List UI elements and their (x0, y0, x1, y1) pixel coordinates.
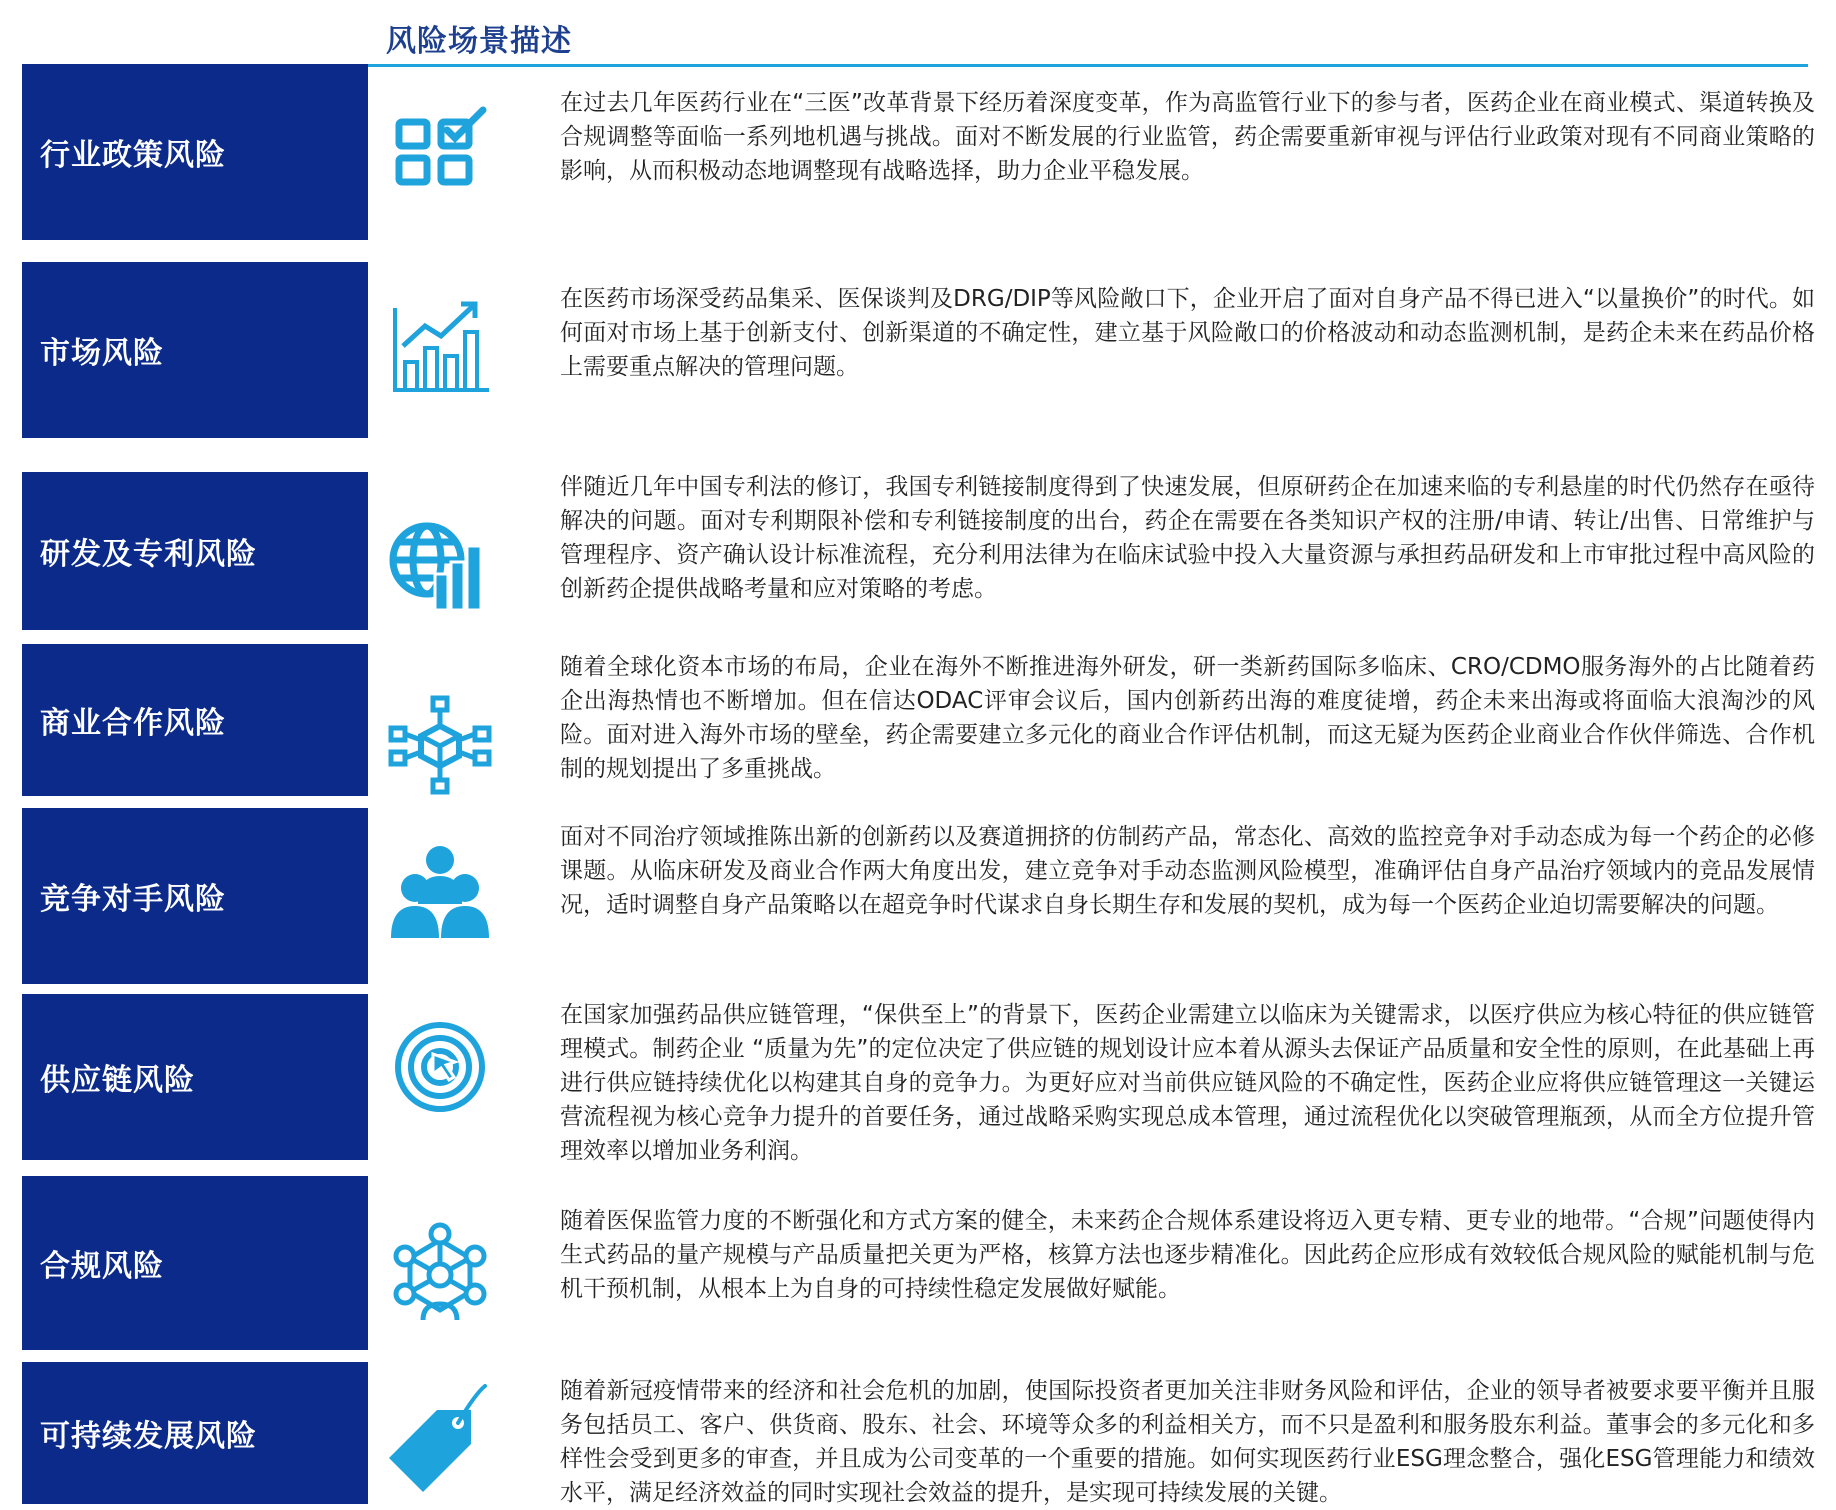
risk-description-rd-patent: 伴随近几年中国专利法的修订，我国专利链接制度得到了快速发展，但原研药企在加速来临的专利悬崖的时代仍然存在亟待解决的问题。面对专利期限补偿和专利链接制度的出台，药企在需要在各类知识产权的注册/申请、转让/出售、日常维护与管理程序、资产确认设计标准流程，充分利用法律为在临床试验中投入大量资源与承担药品研发和上市审批过程中高风险的创新药企提供战略考量和应对策略的考虑。 (560, 474, 1815, 602)
risk-description-sustainability: 随着新冠疫情带来的经济和社会危机的加剧，使国际投资者更加关注非财务风险和评估，企业的领导者被要求要平衡并且服务包括员工、客户、供货商、股东、社会、环境等众多的利益相关方，而不只是盈利和服务股东利益。董事会的多元化和多样性会受到更多的审查，并且成为公司变革的一个重要的措施。如何实现医药行业ESG理念整合，强化ESG管理能力和绩效水平，满足经济效益的同时实现社会效益的提升，是实现可持续发展的关键。 (560, 1378, 1815, 1506)
risk-label-supply-chain: 供应链风险 (22, 994, 368, 1160)
header-divider (368, 64, 1808, 67)
people-group-icon (385, 842, 495, 952)
risk-label-industry-policy: 行业政策风险 (22, 64, 368, 240)
risk-label-business-cooperation: 商业合作风险 (22, 644, 368, 796)
globe-chart-icon (385, 510, 495, 620)
bar-chart-trend-icon (385, 290, 495, 400)
risk-description-competitor: 面对不同治疗领域推陈出新的创新药以及赛道拥挤的仿制药产品，常态化、高效的监控竞争对手动态成为每一个药企的必修课题。从临床研发及商业合作两大角度出发，建立竞争对手动态监测风险模型，准确评估自身产品治疗领域内的竞品发展情况，适时调整自身产品策略以在超竞争时代谋求自身长期生存和发展的契机，成为每一个医药企业迫切需要解决的问题。 (560, 824, 1815, 918)
risk-description-industry-policy: 在过去几年医药行业在“三医”改革背景下经历着深度变革，作为高监管行业下的参与者，医药企业在商业模式、渠道转换及合规调整等面临一系列地机遇与挑战。面对不断发展的行业监管，药企需要重新审视与评估行业政策对现有不同商业策略的影响，从而积极动态地调整现有战略选择，助力企业平稳发展。 (560, 90, 1815, 184)
section-title: 风险场景描述 (386, 24, 572, 59)
network-cube-icon (385, 690, 495, 800)
risk-label-sustainability: 可持续发展风险 (22, 1362, 368, 1504)
risk-description-compliance: 随着医保监管力度的不断强化和方式方案的健全，未来药企合规体系建设将迈入更专精、更专业的地带。“合规”问题使得内生式药品的量产规模与产品质量把关更为严格，核算方法也逐步精准化。因此药企应形成有效较低合规风险的赋能机制与危机干预机制，从根本上为自身的可持续性稳定发展做好赋能。 (560, 1208, 1815, 1302)
risk-description-business-cooperation: 随着全球化资本市场的布局，企业在海外不断推进海外研发，研一类新药国际多临床、CRO/CDMO服务海外的占比随着药企出海热情也不断增加。但在信达ODAC评审会议后，国内创新药出海的难度徒增，药企未来出海或将面临大浪淘沙的风险。面对进入海外市场的壁垒，药企需要建立多元化的商业合作评估机制，而这无疑为医药企业商业合作伙伴筛选、合作机制的规划提出了多重挑战。 (560, 654, 1815, 782)
price-tag-icon (385, 1384, 495, 1494)
risk-description-market: 在医药市场深受药品集采、医保谈判及DRG/DIP等风险敞口下，企业开启了面对自身产品不得已进入“以量换价”的时代。如何面对市场上基于创新支付、创新渠道的不确定性，建立基于风险敞口的价格波动和动态监测机制，是药企未来在药品价格上需要重点解决的管理问题。 (560, 286, 1815, 380)
risk-label-rd-patent: 研发及专利风险 (22, 472, 368, 630)
risk-description-supply-chain: 在国家加强药品供应链管理，“保供至上”的背景下，医药企业需建立以临床为关键需求，以医疗供应为核心特征的供应链管理模式。制药企业 “质量为先”的定位决定了供应链的规划设计应本着从源头去保证产品质量和安全性的原则，在此基础上再进行供应链持续优化以构建其自身的竞争力。为更好应对当前供应链风险的不确定性，医药企业应将供应链管理这一关键运营流程视为核心竞争力提升的首要任务，通过战略采购实现总成本管理，通过流程优化以突破管理瓶颈，从而全方位提升管理效率以增加业务利润。 (560, 1002, 1815, 1164)
risk-label-market: 市场风险 (22, 262, 368, 438)
node-network-icon (385, 1220, 495, 1330)
risk-label-compliance: 合规风险 (22, 1176, 368, 1350)
risk-label-competitor: 竞争对手风险 (22, 808, 368, 984)
target-icon (385, 1012, 495, 1122)
checklist-grid-icon (385, 96, 495, 206)
